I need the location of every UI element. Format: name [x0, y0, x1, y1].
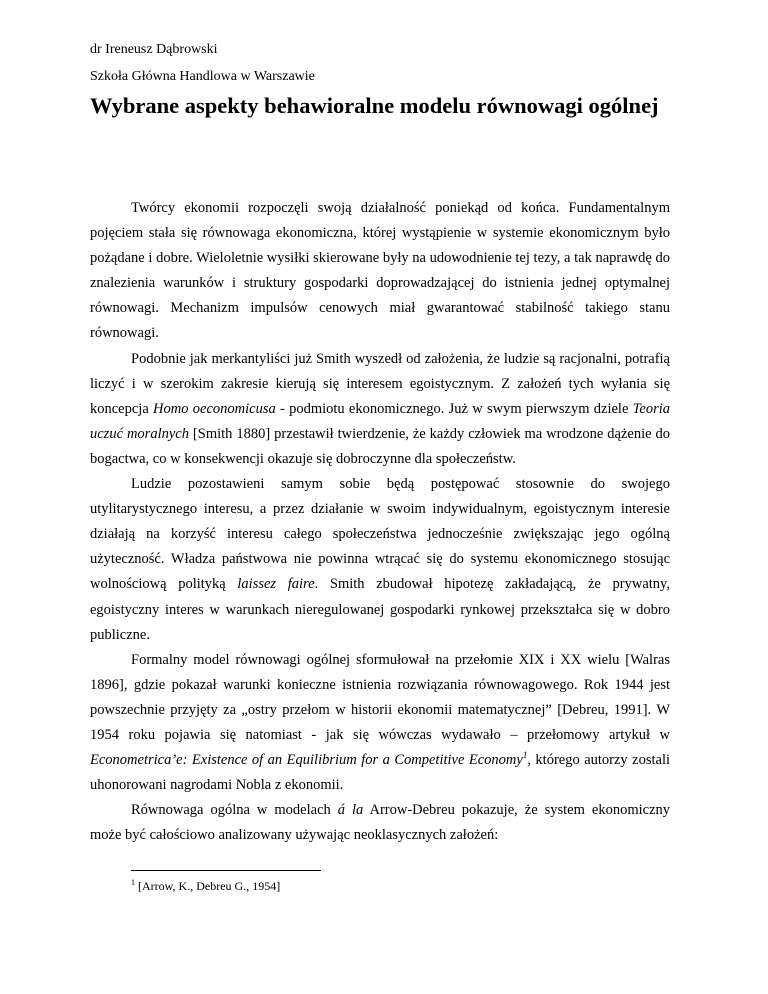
paragraph-3 [90, 472, 670, 648]
paragraph-4 [90, 648, 670, 799]
document-title: Wybrane aspekty behawioralne modelu równowagi ogólnej [90, 93, 659, 118]
author-line: dr Ireneusz Dąbrowski [90, 42, 218, 57]
paragraph-4-text: , którego autorzy zostali uhonorowani nagrodami Nobla z ekonomii. [90, 752, 670, 794]
paragraph-5-text: Arrow-Debreu pokazuje, że system ekonomiczny może być całościowo analizowany używając neoklasycznych założeń: [90, 802, 671, 844]
document-body [90, 196, 670, 848]
footnote [131, 878, 280, 894]
italic-term-homo-oeconomicusa: Homo oeconomicusa [153, 400, 276, 417]
paragraph-1: Twórcy ekonomii rozpoczęli swoją działalność poniekąd od końca. Fundamentalnym pojęciem stała się równowaga ekonomiczna, której wystąpienie w systemie ekonomicznym było pożądane i dobre. Wieloletnie wysiłki skierowane były na udowodnienie tej tezy, a tak naprawdę do znalezienia warunków i struktury gospodarki doprowadzającej do istnienia jednej optymalnej równowagi. Mechanizm impulsów cenowych miał gwarantować stabilność takiego stanu równowagi. [90, 200, 670, 342]
footnote-separator [131, 870, 321, 871]
italic-term-laissez-faire: laissez faire [237, 576, 315, 593]
italic-title-teoria: Teoria uczuć moralnych [90, 400, 670, 442]
paragraph-4-text: Formalny model równowagi ogólnej sformułował na przełomie XIX i XX wielu [Walras 1896], gdzie pokazał warunki konieczne istnienia rozwiązania równowagowego. Rok 1944 jest powszechnie przyjęty za „ostry przełom w historii ekonomii matematycznej” [Debreu, 1991]. W 1954 roku pojawia się natomiast - jak się wówczas wydawało – przełomowy artykuł w [90, 651, 670, 743]
paragraph-2-text: - podmiotu ekonomicznego. Już w swym pierwszym dziele [275, 400, 633, 417]
paragraph-3-text: Ludzie pozostawieni samym sobie będą postępować stosownie do swojego utylitarystycznego interesu, a przez działanie w swoim indywidualnym, egoistycznym interesie działają na korzyść interesu całego społeczeństwa jednocześnie zwiększając jego ogólną użyteczność. Władza państwowa nie powinna wtrącać się do systemu ekonomicznego stosując wolnościową polityką [90, 476, 670, 593]
paragraph-2-text: Podobnie jak merkantyliści już Smith wyszedł od założenia, że ludzie są racjonalni, potrafią liczyć i w szerokim zakresie kierują się interesem egoistycznym. Z założeń tych wyłania się koncepcja [90, 350, 670, 417]
paragraph-2-text: [Smith 1880] przestawił twierdzenie, że każdy człowiek ma wrodzone dążenie do bogactwa, co w konsekwencji okazuje się dobroczynne dla społeczeństw. [90, 425, 671, 467]
affiliation-line: Szkoła Główna Handlowa w Warszawie [90, 69, 315, 84]
paragraph-5-text: Równowaga ogólna w modelach [131, 802, 338, 819]
footnote-text: [Arrow, K., Debreu G., 1954] [135, 879, 281, 893]
paragraph-2 [90, 347, 670, 472]
italic-term-a-la: á la [337, 802, 364, 819]
footnote-marker: 1 [131, 878, 135, 887]
paragraph-5 [90, 798, 670, 848]
footnote-reference: 1 [522, 750, 528, 761]
italic-article-title: Econometrica’e: Existence of an Equilibrium for a Competitive Economy [90, 752, 523, 769]
paragraph-3-text: . Smith zbudował hipotezę zakładającą, że prywatny, egoistyczny interes w warunkach nieregulowanej gospodarki rynkowej przekształca się w dobro publiczne. [90, 576, 670, 643]
